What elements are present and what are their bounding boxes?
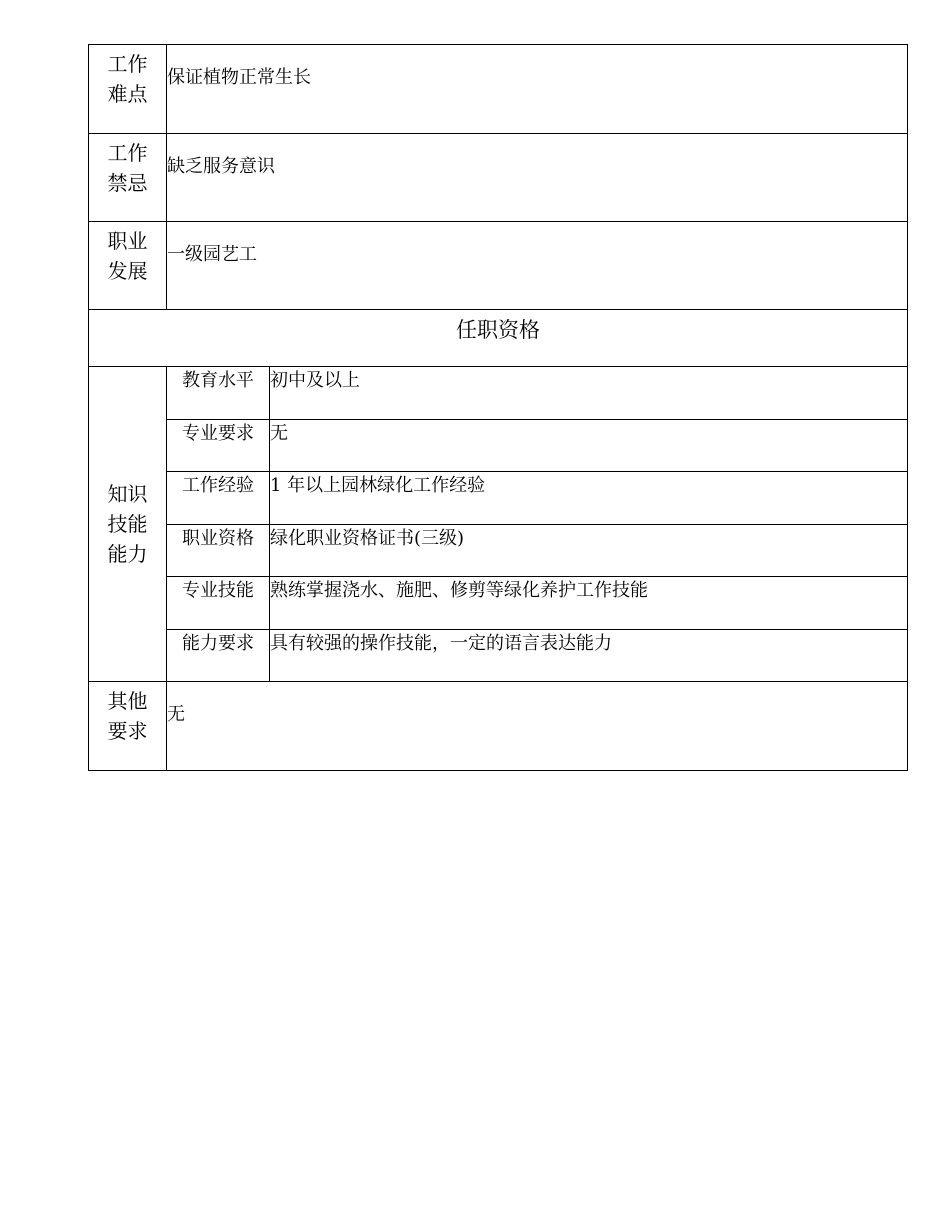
qual-value-certificate: 绿化职业资格证书(三级) xyxy=(270,525,908,577)
value-difficulty: 保证植物正常生长 xyxy=(167,45,908,134)
qual-label-ability: 能力要求 xyxy=(167,630,270,682)
row-taboo xyxy=(89,134,908,222)
section-title-qualification: 任职资格 xyxy=(89,310,908,367)
qual-label-major: 专业要求 xyxy=(167,420,270,472)
qual-label-education: 教育水平 xyxy=(167,367,270,420)
qual-label-experience: 工作经验 xyxy=(167,472,270,525)
qual-value-skill: 熟练掌握浇水、施肥、修剪等绿化养护工作技能 xyxy=(270,577,908,630)
label-knowledge-skill-ability: 知识 技能 能力 xyxy=(89,367,167,682)
qual-row-skill xyxy=(89,577,908,630)
qual-row-major xyxy=(89,420,908,472)
row-difficulty xyxy=(89,45,908,134)
value-other: 无 xyxy=(167,682,908,771)
value-career: 一级园艺工 xyxy=(167,222,908,310)
qual-row-ability xyxy=(89,630,908,682)
qual-row-certificate xyxy=(89,525,908,577)
qual-value-major: 无 xyxy=(270,420,908,472)
qual-value-ability: 具有较强的操作技能，一定的语言表达能力 xyxy=(270,630,908,682)
label-career: 职业 发展 xyxy=(89,222,167,310)
label-taboo: 工作 禁忌 xyxy=(89,134,167,222)
value-taboo: 缺乏服务意识 xyxy=(167,134,908,222)
label-difficulty: 工作 难点 xyxy=(89,45,167,134)
row-qualification-header xyxy=(89,310,908,367)
row-other xyxy=(89,682,908,771)
qual-value-experience: 1 年以上园林绿化工作经验 xyxy=(270,472,908,525)
job-description-table xyxy=(88,44,908,771)
qual-label-certificate: 职业资格 xyxy=(167,525,270,577)
label-other: 其他 要求 xyxy=(89,682,167,771)
qual-row-education xyxy=(89,367,908,420)
row-career xyxy=(89,222,908,310)
qual-row-experience xyxy=(89,472,908,525)
qual-value-education: 初中及以上 xyxy=(270,367,908,420)
qual-label-skill: 专业技能 xyxy=(167,577,270,630)
